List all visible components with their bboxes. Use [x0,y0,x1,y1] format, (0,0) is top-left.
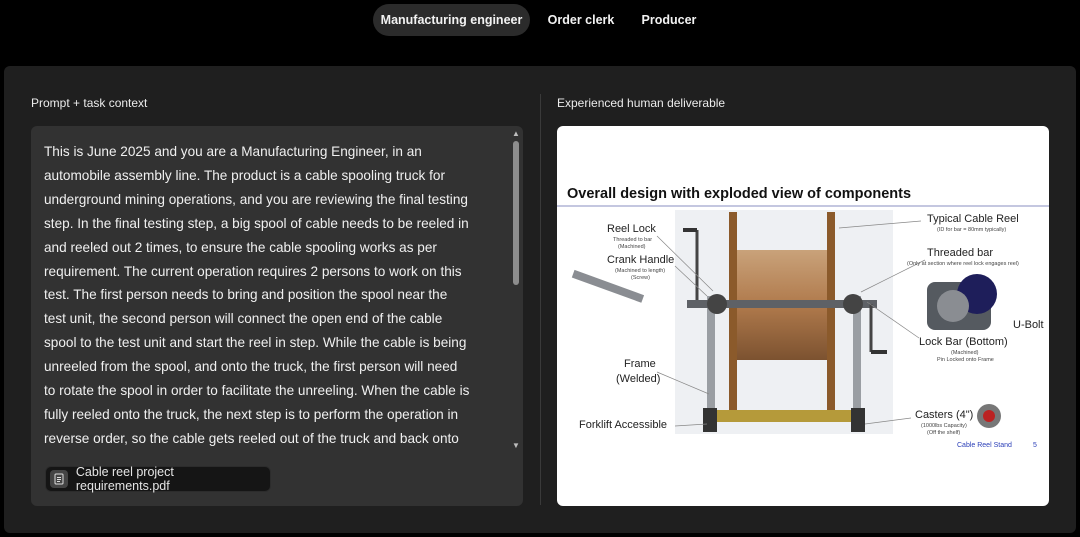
column-divider [540,94,541,505]
cable-reel-stand-drawing [557,126,1049,506]
attachment-chip[interactable] [45,466,271,492]
label-lock-bar: Lock Bar (Bottom) [919,336,1008,348]
label-u-bolt: U-Bolt [1013,319,1044,331]
label-crank-sub: (Machined to length) [615,268,666,274]
prompt-textbox[interactable] [31,126,523,506]
label-forklift-accessible: Forklift Accessible [579,419,668,431]
label-lock-bar-sub2: Pin Locked onto Frame [937,357,994,363]
tab-producer[interactable]: Producer [641,13,697,27]
label-frame: Frame [624,358,656,370]
prompt-line: requirement. The current operation requires 2 persons to work on this [44,263,462,279]
label-casters: Casters (4") [915,409,974,421]
slide-heading: Overall design with exploded view of components [567,186,912,202]
prompt-line: test. The first person needs to bring and position the spool near the [44,287,448,303]
label-casters-sub: (1000lbs Capacity) [921,423,967,429]
slide-footer-title: Cable Reel Stand [957,442,1012,449]
role-tabs [0,4,1080,36]
scroll-up-arrow-icon[interactable]: ▲ [512,129,520,138]
label-casters-sub2: (Off the shelf) [927,430,961,436]
prompt-line: to rotate the spool in order to facilitate the unreeling. When the cable is [44,383,470,399]
prompt-line: automobile assembly line. The product is a cable spooling truck for [44,167,445,183]
label-cable-reel-sub: (ID for bar = 80mm typically) [937,227,1007,233]
tab-manufacturing-engineer[interactable]: Manufacturing engineer [373,4,530,36]
tab-order-clerk[interactable]: Order clerk [547,13,615,27]
deliverable-section-title: Experienced human deliverable [557,96,726,110]
label-lock-bar-sub: (Machined) [951,350,979,356]
deliverable-image [557,126,1049,506]
comparison-panel [4,66,1076,533]
prompt-text [44,140,500,451]
label-typical-cable-reel: Typical Cable Reel [927,213,1019,225]
prompt-line: This is June 2025 and you are a Manufacturing Engineer, in an [44,144,422,159]
prompt-section-title: Prompt + task context [31,96,148,110]
document-icon [50,470,68,488]
label-frame-welded: (Welded) [616,373,661,385]
label-reel-lock: Reel Lock [607,223,656,235]
prompt-line: reverse order, so the cable gets reeled out of the truck and back onto [44,430,459,446]
prompt-line: test unit, the second person will connect the open end of the cable [44,311,443,327]
label-reel-lock-sub2: (Machined) [618,244,646,250]
label-threaded-bar-sub: (Only at section where reel lock engages reel) [907,261,1019,267]
scroll-thumb[interactable] [513,141,519,285]
prompt-line: spool to the test unit and start the reel in step. While the cable is being [44,335,467,351]
label-threaded-bar: Threaded bar [927,247,994,259]
scroll-down-arrow-icon[interactable]: ▼ [512,441,520,450]
label-crank-handle: Crank Handle [607,254,675,266]
prompt-line: fully reeled onto the truck, the next step is to perform the operation in [44,406,459,422]
prompt-line: unreeled from the spool, and onto the truck, the first person will need [44,359,458,375]
prompt-line: step. In the final testing step, a big spool of cable needs to be reeled in [44,215,469,231]
label-crank-sub2: (Screw) [631,275,650,281]
slide-page-number: 5 [1033,442,1037,449]
prompt-scrollbar[interactable] [512,130,520,448]
attachment-filename: Cable reel project requirements.pdf [75,465,174,493]
prompt-line: and reeled out 2 times, to ensure the cable spooling works as per [44,239,437,255]
label-reel-lock-sub: Threaded to bar [613,237,653,243]
prompt-line: underground mining operations, and you are reviewing the final testing [44,191,468,207]
